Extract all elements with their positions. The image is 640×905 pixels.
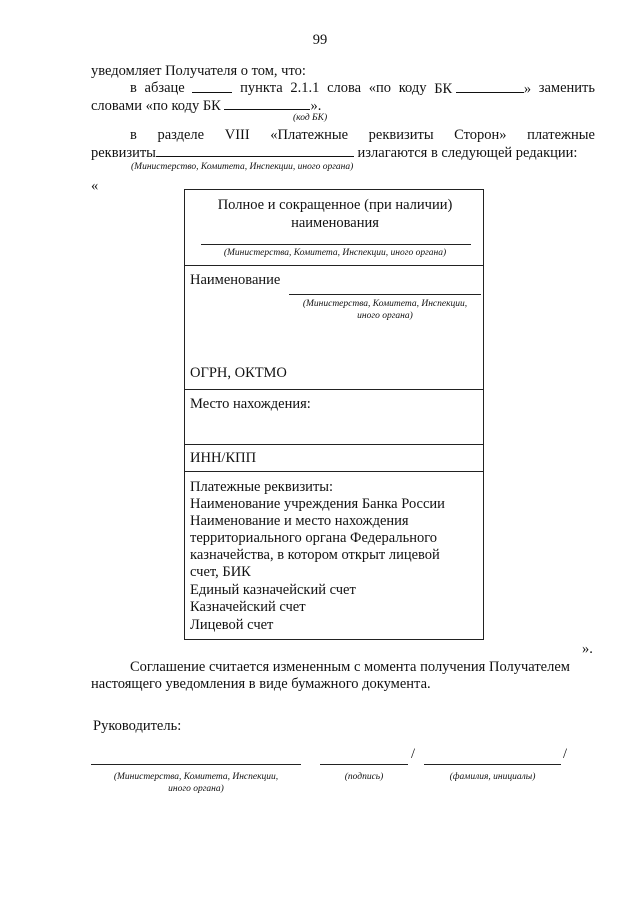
blank-line bbox=[192, 80, 232, 93]
text: излагаются в следующей редакции: bbox=[357, 145, 578, 161]
payment-line: казначейства, в котором открыт лицевой bbox=[190, 547, 440, 563]
payment-line: Казначейский счет bbox=[190, 599, 306, 615]
word: «по bbox=[368, 80, 392, 96]
word: Сторон» bbox=[454, 127, 507, 143]
blank-line bbox=[156, 144, 354, 157]
table-payment-cell bbox=[184, 472, 484, 640]
paragraph-3-line-2 bbox=[91, 144, 577, 162]
signature-note: (подпись) bbox=[344, 772, 384, 782]
payment-line: Наименование и место нахождения bbox=[190, 513, 409, 529]
kbk-note: (код БК) bbox=[293, 113, 328, 123]
word: коду bbox=[398, 80, 427, 96]
blank-line bbox=[224, 97, 310, 110]
table-header-cell bbox=[184, 189, 484, 266]
word: заменить bbox=[538, 80, 595, 96]
paragraph-3-line-1 bbox=[130, 127, 595, 144]
name-label: Наименование bbox=[190, 272, 281, 288]
name-line bbox=[424, 764, 561, 765]
payment-line: территориального органа Федерального bbox=[190, 530, 438, 546]
payment-line: Наименование учреждения Банка России bbox=[190, 496, 445, 512]
text: реквизиты bbox=[91, 145, 156, 161]
org-signature-line bbox=[91, 764, 301, 765]
intro-text: уведомляет Получателя о том, что: bbox=[91, 63, 306, 79]
name-note: (фамилия, инициалы) bbox=[449, 772, 536, 782]
payment-line: Лицевой счет bbox=[190, 617, 274, 633]
signature-line bbox=[320, 764, 408, 765]
slash-1: / bbox=[411, 746, 416, 762]
org-note-line-2: иного органа) bbox=[168, 784, 224, 794]
name-note-line-2: иного органа) bbox=[357, 311, 413, 321]
location-label: Место нахождения: bbox=[190, 396, 311, 412]
table-inn-cell bbox=[184, 445, 484, 472]
text: словами «по коду БК bbox=[91, 98, 221, 114]
payment-line: Платежные реквизиты: bbox=[190, 479, 334, 495]
word: «Платежные bbox=[270, 127, 349, 143]
table-location-cell bbox=[184, 390, 484, 445]
close-quote: ». bbox=[582, 641, 593, 657]
header-line-2: наименования bbox=[291, 215, 379, 231]
word: VIII bbox=[224, 127, 250, 143]
page-number: 99 bbox=[312, 32, 328, 48]
word: абзаце bbox=[144, 80, 185, 96]
ogrn-label: ОГРН, ОКТМО bbox=[190, 365, 287, 381]
slash-2: / bbox=[563, 746, 568, 762]
paragraph-2-line-2 bbox=[91, 97, 321, 115]
word: 2.1.1 bbox=[290, 80, 320, 96]
ministry-note: (Министерство, Комитета, Инспекции, иного органа) bbox=[131, 162, 354, 172]
text: ». bbox=[310, 98, 322, 114]
inn-label: ИНН/КПП bbox=[190, 450, 257, 466]
header-line-1: Полное и сокращенное (при наличии) bbox=[217, 197, 453, 213]
name-underline bbox=[289, 294, 481, 295]
word: разделе bbox=[157, 127, 205, 143]
open-quote: « bbox=[91, 178, 99, 194]
final-line-2: настоящего уведомления в виде бумажного документа. bbox=[91, 676, 431, 692]
word: платежные bbox=[527, 127, 595, 143]
final-line-1: Соглашение считается измененным с момента получения Получателем bbox=[130, 659, 570, 675]
payment-line: счет, БИК bbox=[190, 564, 251, 580]
word: реквизиты bbox=[368, 127, 434, 143]
header-underline bbox=[201, 244, 471, 245]
word: слова bbox=[327, 80, 362, 96]
word: пункта bbox=[240, 80, 283, 96]
word: в bbox=[130, 127, 137, 143]
org-note-line-1: (Министерства, Комитета, Инспекции, bbox=[113, 772, 279, 782]
table-name-cell bbox=[184, 266, 484, 390]
paragraph-2-line-1 bbox=[130, 80, 595, 98]
header-note: (Министерства, Комитета, Инспекции, иного органа) bbox=[223, 248, 447, 258]
head-label: Руководитель: bbox=[93, 718, 182, 734]
word: в bbox=[130, 80, 137, 96]
name-note-line-1: (Министерства, Комитета, Инспекции, bbox=[302, 299, 468, 309]
kbk-word: БК » bbox=[434, 81, 532, 97]
payment-line: Единый казначейский счет bbox=[190, 582, 356, 598]
